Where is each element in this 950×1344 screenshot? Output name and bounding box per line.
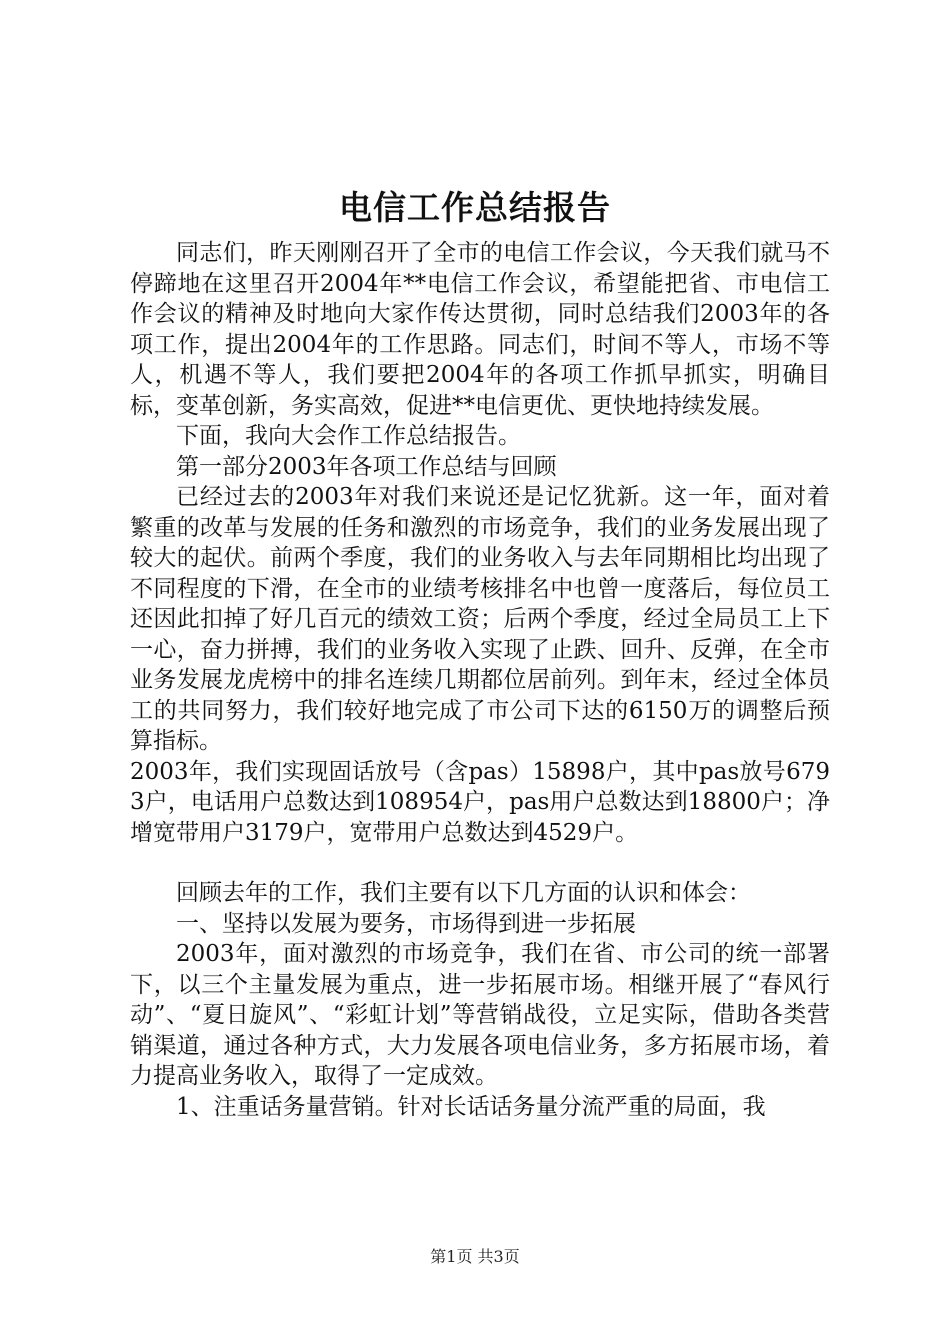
section-heading-development: 一、坚持以发展为要务，市场得到进一步拓展 bbox=[176, 910, 636, 937]
paragraph-traffic-marketing: 1、注重话务量营销。针对长话话务量分流严重的局面，我 bbox=[176, 1093, 766, 1120]
paragraph-lessons-intro: 回顾去年的工作，我们主要有以下几方面的认识和体会： bbox=[176, 880, 751, 906]
paragraph-opening: 同志们，昨天刚刚召开了全市的电信工作会议，今天我们就马不停蹄地在这里召开2004年**电信工作会议，希望能把省、市电信工作会议的精神及时地向大家作传达贯彻，同时总结我们2003年的各项工作，提出2004年的工作思路。同志们，时间不等人，市场不等人，机遇不等人，我们要把2004年的各项工作抓早抓实，明确目标，变革创新，务实高效，促进**电信更优、更快地持续发展。 bbox=[130, 240, 830, 419]
paragraph-report-intro: 下面，我向大会作工作总结报告。 bbox=[176, 423, 521, 449]
section-heading-part-one: 第一部分2003年各项工作总结与回顾 bbox=[176, 453, 557, 480]
paragraph-market-expansion: 2003年，面对激烈的市场竞争，我们在省、市公司的统一部署下，以三个主量发展为重点，进一步拓展市场。相继开展了“春风行动”、“夏日旋风”、“彩虹计划”等营销战役，立足实际，借助各类营销渠道，通过各种方式，大力发展各项电信业务，多方拓展市场，着力提高业务收入，取得了一定成效。 bbox=[130, 941, 830, 1089]
document-title: 电信工作总结报告 bbox=[339, 188, 611, 227]
document-body bbox=[130, 238, 830, 1122]
page-number-footer: 第1页 共3页 bbox=[430, 1247, 520, 1266]
paragraph-year-review: 已经过去的2003年对我们来说还是记忆犹新。这一年，面对着繁重的改革与发展的任务和激烈的市场竞争，我们的业务发展出现了较大的起伏。前两个季度，我们的业务收入与去年同期相比均出现了不同程度的下滑，在全市的业绩考核排名中也曾一度落后，每位员工还因此扣掉了好几百元的绩效工资；后两个季度，经过全局员工上下一心，奋力拼搏，我们的业务收入实现了止跌、回升、反弹，在全市业务发展龙虎榜中的排名连续几期都位居前列。到年末，经过全体员工的共同努力，我们较好地完成了市公司下达的6150万的调整后预算指标。 bbox=[130, 484, 830, 754]
paragraph-user-statistics: 2003年，我们实现固话放号（含pas）15898户，其中pas放号6793户，电话用户总数达到108954户，pas用户总数达到18800户；净增宽带用户3179户，宽带用户总数达到4529户。 bbox=[130, 758, 830, 846]
